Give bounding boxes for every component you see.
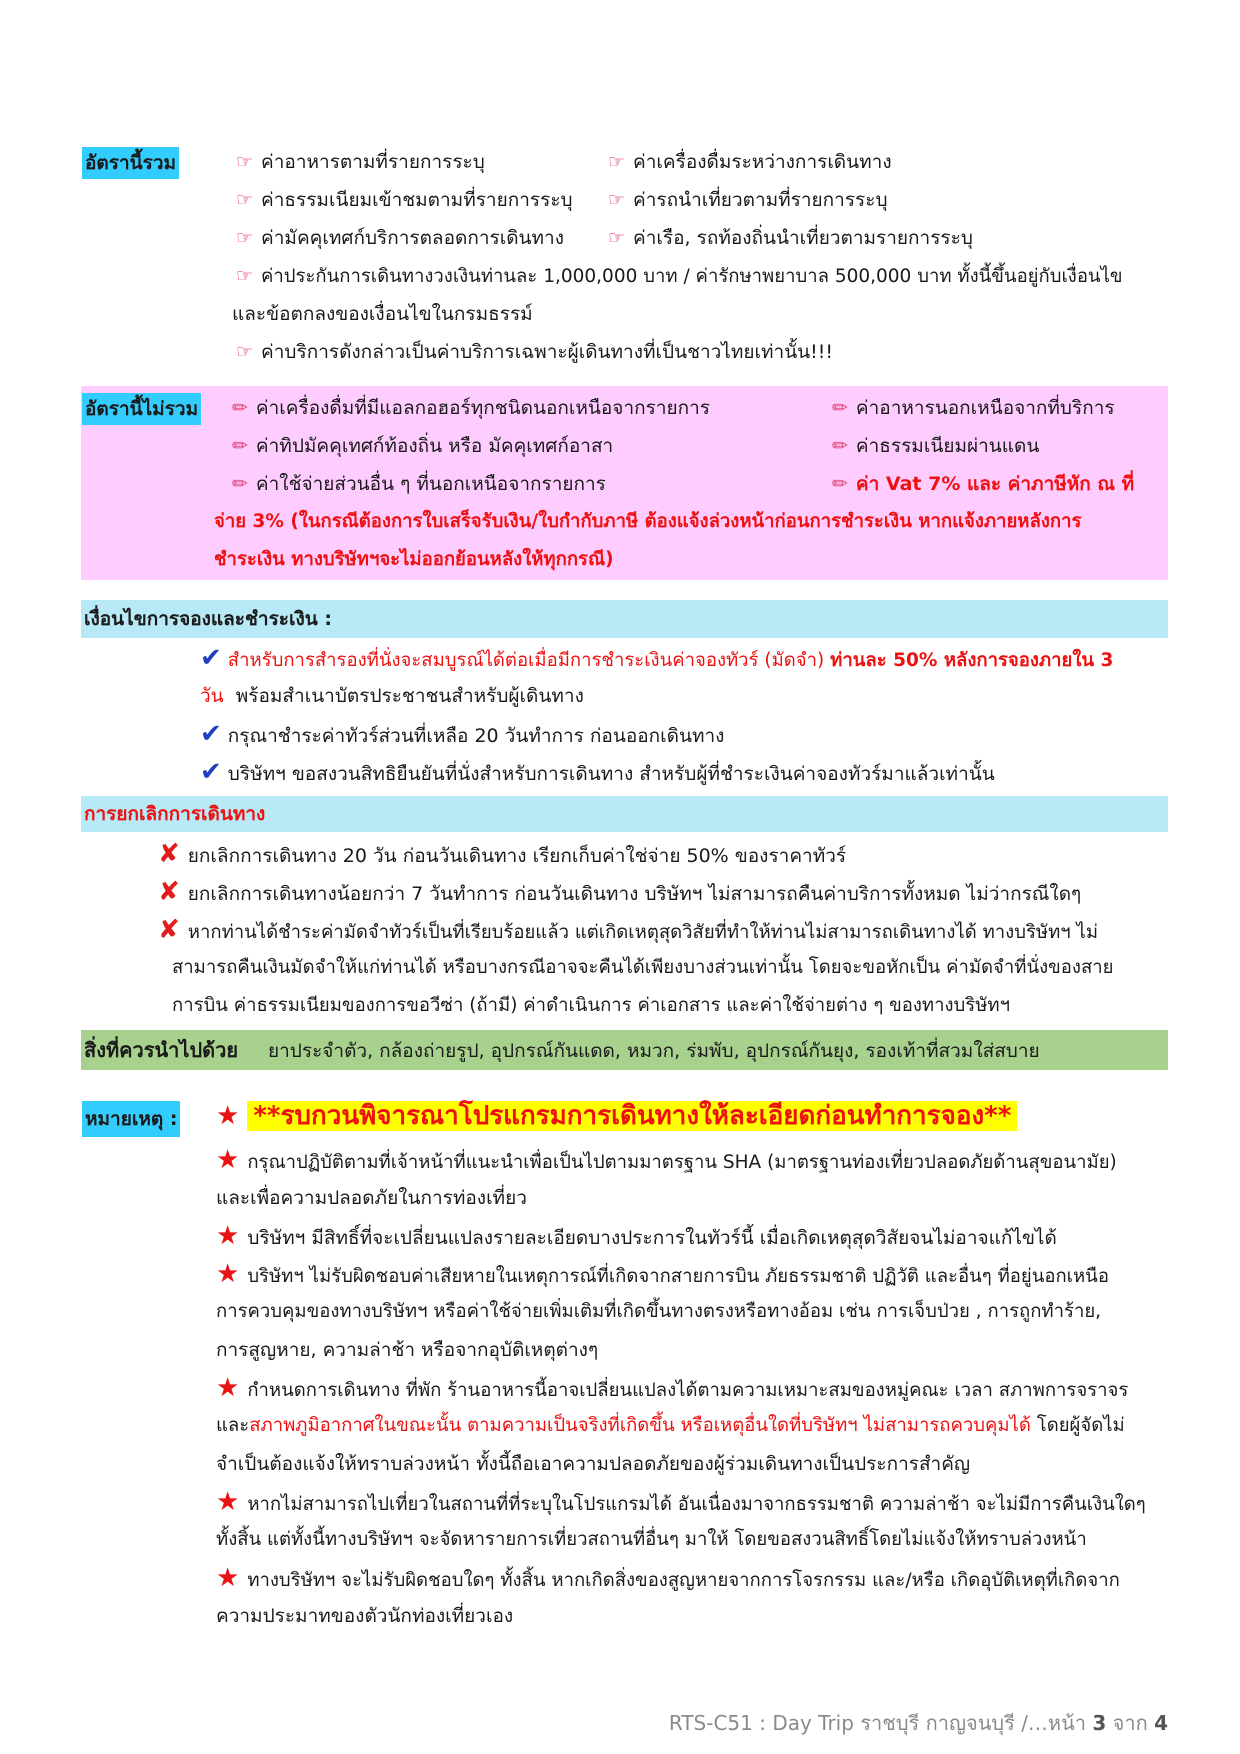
included-label: อัตรานี้รวม (82, 147, 179, 179)
booking-title: เงื่อนไขการจองและชำระเงิน : (84, 608, 332, 630)
excluded-item: ✏ ค่าใช้จ่ายส่วนอื่น ๆ ที่นอกเหนือจากรายการ (232, 473, 606, 495)
booking-item: ✔ สำหรับการสำรองที่นั่งจะสมบูรณ์ได้ต่อเมื่อมีการชำระเงินค่าจองทัวร์ (มัดจำ) ท่านละ 50% หลังการจองภายใน 3 (200, 643, 1114, 673)
pencil-icon: ✏ (832, 397, 848, 419)
pencil-icon: ✏ (232, 473, 248, 495)
included-item: ☞ ค่ารถนำเที่ยวตามที่รายการระบุ (608, 189, 888, 211)
star-icon: ★ (216, 1221, 240, 1251)
included-thai-only: ☞ ค่าบริการดังกล่าวเป็นค่าบริการเฉพาะผู้เดินทางที่เป็นชาวไทยเท่านั้น!!! (236, 341, 834, 363)
cancel-item: ✘ หากท่านได้ชำระค่ามัดจำทัวร์เป็นที่เรียบร้อยแล้ว แต่เกิดเหตุสุดวิสัยที่ทำให้ท่านไม่สามารถเดินทางได้ ทางบริษัทฯ ไม่ (158, 915, 1099, 945)
included-item: ☞ ค่าเครื่องดื่มระหว่างการเดินทาง (608, 151, 892, 173)
note-item: ★ บริษัทฯ มีสิทธิ์ที่จะเปลี่ยนแปลงรายละเอียดบางประการในทัวร์นี้ เมื่อเกิดเหตุสุดวิสัยจนไม่อาจแก้ไขได้ (216, 1221, 1057, 1251)
cancel-item-cont: การบิน ค่าธรรมเนียมของการขอวีซ่า (ถ้ามี) ค่าดำเนินการ ค่าเอกสาร และค่าใช้จ่ายต่าง ๆ ของทางบริษัทฯ (172, 995, 1011, 1016)
pointing-hand-icon: ☞ (608, 189, 626, 211)
cross-icon: ✘ (158, 877, 180, 907)
included-item: ☞ ค่าเรือ, รถท้องถิ่นนำเที่ยวตามรายการระบุ (608, 227, 973, 249)
excluded-item: ✏ ค่าธรรมเนียมผ่านแดน (832, 435, 1040, 457)
cross-icon: ✘ (158, 915, 180, 945)
note-item: ★ กรุณาปฏิบัติตามที่เจ้าหน้าที่แนะนำเพื่อเป็นไปตามมาตรฐาน SHA (มาตรฐานท่องเที่ยวปลอดภัยด้านสุขอนามัย) (216, 1145, 1117, 1175)
check-icon: ✔ (200, 643, 222, 673)
pointing-hand-icon: ☞ (236, 265, 254, 287)
note-item-cont: จำเป็นต้องแจ้งให้ทราบล่วงหน้า ทั้งนี้ถือเอาความปลอดภัยของผู้ร่วมเดินทางเป็นประการสำคัญ (216, 1453, 971, 1475)
bring-title: สิ่งที่ควรนำไปด้วย (84, 1038, 239, 1062)
note-item-cont: ความประมาทของตัวนักท่องเที่ยวเอง (216, 1605, 514, 1627)
cancel-item-cont: สามารถคืนเงินมัดจำให้แก่ท่านได้ หรือบางกรณีอาจจะคืนได้เพียงบางส่วนเท่านั้น โดยจะขอหักเป็น ค่ามัดจำที่นั่งของสาย (172, 957, 1114, 978)
note-item: ★ บริษัทฯ ไม่รับผิดชอบค่าเสียหายในเหตุการณ์ที่เกิดจากสายการบิน ภัยธรรมชาติ ปฏิวัติ และอื่นๆ ที่อยู่นอกเหนือ (216, 1259, 1109, 1289)
pencil-icon: ✏ (232, 397, 248, 419)
note-item: ★ หากไม่สามารถไปเที่ยวในสถานที่ที่ระบุในโปรแกรมได้ อันเนื่องมาจากธรรมชาติ ความล่าช้า จะไม่มีการคืนเงินใดๆ (216, 1487, 1146, 1517)
included-insurance: ☞ ค่าประกันการเดินทางวงเงินท่านละ 1,000,000 บาท / ค่ารักษาพยาบาล 500,000 บาท ทั้งนี้ขึ้นอยู่กับเงื่อนไข (236, 265, 1123, 287)
pointing-hand-icon: ☞ (236, 151, 254, 173)
star-icon: ★ (216, 1373, 240, 1403)
bring-text: ยาประจำตัว, กล้องถ่ายรูป, อุปกรณ์กันแดด, หมวก, ร่มพับ, อุปกรณ์กันยุง, รองเท้าที่สวมใส่สบาย (268, 1040, 1040, 1062)
included-item: ☞ ค่ามัคคุเทศก์บริการตลอดการเดินทาง (236, 227, 564, 249)
note-item-cont: การควบคุมของทางบริษัทฯ หรือค่าใช้จ่ายเพิ่มเติมที่เกิดขึ้นทางตรงหรือทางอ้อม เช่น การเจ็บป่วย , การถูกทำร้าย, (216, 1301, 1102, 1322)
cancel-item: ✘ ยกเลิกการเดินทางน้อยกว่า 7 วันทำการ ก่อนวันเดินทาง บริษัทฯ ไม่สามารถคืนค่าบริการทั้งหมด ไม่ว่ากรณีใดๆ (158, 877, 1082, 907)
excluded-vat-cont: จ่าย 3% (ในกรณีต้องการใบเสร็จรับเงิน/ใบกำกับภาษี ต้องแจ้งล่วงหน้าก่อนการชำระเงิน หากแจ้งภายหลังการ (214, 511, 1082, 532)
notes-headline: ★ **รบกวนพิจารณาโปรแกรมการเดินทางให้ละเอียดก่อนทำการจอง** (216, 1094, 1017, 1140)
pointing-hand-icon: ☞ (608, 151, 626, 173)
note-item-cont: และเพื่อความปลอดภัยในการท่องเที่ยว (216, 1187, 527, 1209)
included-item: ☞ ค่าธรรมเนียมเข้าชมตามที่รายการระบุ (236, 189, 573, 211)
excluded-label: อัตรานี้ไม่รวม (82, 393, 201, 425)
pointing-hand-icon: ☞ (608, 227, 626, 249)
pointing-hand-icon: ☞ (236, 341, 254, 363)
excluded-vat-cont: ชำระเงิน ทางบริษัทฯจะไม่ออกย้อนหลังให้ทุกกรณี) (214, 549, 614, 570)
check-icon: ✔ (200, 757, 222, 787)
star-icon: ★ (216, 1487, 240, 1517)
excluded-vat: ✏ ค่า Vat 7% และ ค่าภาษีหัก ณ ที่ (832, 473, 1135, 495)
included-insurance-cont: และข้อตกลงของเงื่อนไขในกรมธรรม์ (232, 303, 533, 325)
star-icon: ★ (216, 1563, 240, 1593)
cancel-item: ✘ ยกเลิกการเดินทาง 20 วัน ก่อนวันเดินทาง เรียกเก็บค่าใช่จ่าย 50% ของราคาทัวร์ (158, 839, 847, 869)
note-item: ★ ทางบริษัทฯ จะไม่รับผิดชอบใดๆ ทั้งสิ้น หากเกิดสิ่งของสูญหายจากการโจรกรรม และ/หรือ เกิดอุบัติเหตุที่เกิดจาก (216, 1563, 1120, 1593)
excluded-item: ✏ ค่าอาหารนอกเหนือจากที่บริการ (832, 397, 1115, 419)
booking-item: ✔ กรุณาชำระค่าทัวร์ส่วนที่เหลือ 20 วันทำการ ก่อนออกเดินทาง (200, 719, 725, 749)
note-item-cont: และสภาพภูมิอากาศในขณะนั้น ตามความเป็นจริงที่เกิดขึ้น หรือเหตุอื่นใดที่บริษัทฯ ไม่สามารถควบคุมได้ โดยผู้จัดไม่ (216, 1415, 1125, 1436)
booking-item-cont: วัน พร้อมสำเนาบัตรประชาชนสำหรับผู้เดินทาง (200, 685, 584, 707)
pencil-icon: ✏ (832, 473, 848, 495)
cross-icon: ✘ (158, 839, 180, 869)
note-item: ★ กำหนดการเดินทาง ที่พัก ร้านอาหารนี้อาจเปลี่ยนแปลงได้ตามความเหมาะสมของหมู่คณะ เวลา สภาพการจราจร (216, 1373, 1129, 1403)
star-icon: ★ (216, 1101, 240, 1131)
star-icon: ★ (216, 1259, 240, 1289)
pencil-icon: ✏ (832, 435, 848, 457)
excluded-item: ✏ ค่าทิปมัคคุเทศก์ท้องถิ่น หรือ มัคคุเทศก์อาสา (232, 435, 614, 457)
note-item-cont: ทั้งสิ้น แต่ทั้งนี้ทางบริษัทฯ จะจัดหารายการเที่ยวสถานที่อื่นๆ มาให้ โดยขอสงวนสิทธิ์โดยไม่แจ้งให้ทราบล่วงหน้า (216, 1529, 1087, 1550)
star-icon: ★ (216, 1145, 240, 1175)
pointing-hand-icon: ☞ (236, 227, 254, 249)
pointing-hand-icon: ☞ (236, 189, 254, 211)
note-item-cont: การสูญหาย, ความล่าช้า หรือจากอุบัติเหตุต่างๆ (216, 1339, 599, 1361)
booking-item: ✔ บริษัทฯ ขอสงวนสิทธิยืนยันที่นั่งสำหรับการเดินทาง สำหรับผู้ที่ชำระเงินค่าจองทัวร์มาแล้วเท่านั้น (200, 757, 995, 787)
excluded-item: ✏ ค่าเครื่องดื่มที่มีแอลกอฮอร์ทุกชนิดนอกเหนือจากรายการ (232, 397, 711, 419)
check-icon: ✔ (200, 719, 222, 749)
included-item: ☞ ค่าอาหารตามที่รายการระบุ (236, 151, 485, 173)
pencil-icon: ✏ (232, 435, 248, 457)
cancel-title: การยกเลิกการเดินทาง (84, 803, 266, 825)
notes-label: หมายเหตุ : (82, 1101, 180, 1137)
page-footer: RTS-C51 : Day Trip ราชบุรี กาญจนบุรี /…หน้า 3 จาก 4 (668, 1711, 1168, 1735)
